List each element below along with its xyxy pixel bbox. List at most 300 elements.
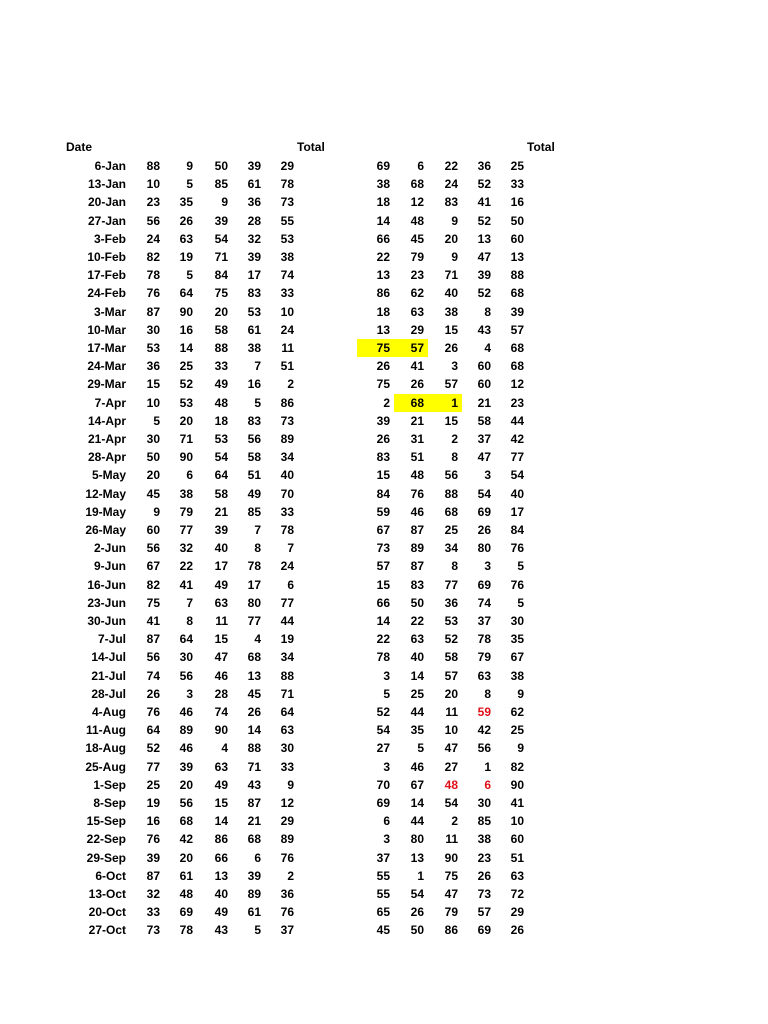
right-value-cell[interactable]: 52	[376, 705, 390, 719]
date-cell[interactable]: 10-Mar	[87, 323, 126, 337]
right-value-cell[interactable]: 6	[417, 159, 424, 173]
left-value-cell[interactable]: 63	[214, 760, 228, 774]
date-cell[interactable]: 27-Jan	[87, 214, 126, 228]
left-value-cell[interactable]: 32	[146, 887, 160, 901]
left-value-cell[interactable]: 53	[280, 232, 294, 246]
left-value-cell[interactable]: 53	[247, 305, 261, 319]
right-value-cell[interactable]: 27	[376, 741, 390, 755]
left-value-cell[interactable]: 11	[281, 341, 294, 355]
left-value-cell[interactable]: 73	[280, 195, 294, 209]
left-value-cell[interactable]: 36	[146, 359, 160, 373]
right-value-cell[interactable]: 82	[510, 760, 524, 774]
left-value-cell[interactable]: 38	[179, 487, 193, 501]
right-value-cell[interactable]: 83	[376, 450, 390, 464]
right-value-cell[interactable]: 60	[510, 232, 524, 246]
right-value-cell[interactable]: 22	[376, 250, 390, 264]
date-cell[interactable]: 5-May	[91, 468, 126, 482]
left-value-cell[interactable]: 68	[247, 650, 261, 664]
right-value-cell[interactable]: 57	[394, 339, 428, 357]
date-cell[interactable]: 4-Aug	[92, 705, 126, 719]
left-value-cell[interactable]: 37	[280, 923, 294, 937]
date-cell[interactable]: 20-Oct	[88, 905, 126, 919]
left-value-cell[interactable]: 52	[179, 377, 193, 391]
left-value-cell[interactable]: 40	[214, 541, 228, 555]
left-value-cell[interactable]: 39	[247, 869, 261, 883]
left-value-cell[interactable]: 10	[146, 177, 160, 191]
left-value-cell[interactable]: 53	[214, 432, 228, 446]
left-value-cell[interactable]: 19	[179, 250, 193, 264]
right-value-cell[interactable]: 27	[444, 760, 458, 774]
left-value-cell[interactable]: 58	[214, 323, 228, 337]
left-value-cell[interactable]: 33	[214, 359, 228, 373]
right-value-cell[interactable]: 70	[376, 778, 390, 792]
right-value-cell[interactable]: 25	[410, 687, 424, 701]
left-value-cell[interactable]: 3	[186, 687, 193, 701]
left-value-cell[interactable]: 14	[247, 723, 261, 737]
date-cell[interactable]: 29-Mar	[87, 377, 126, 391]
right-value-cell[interactable]: 37	[477, 614, 491, 628]
right-value-cell[interactable]: 76	[510, 578, 524, 592]
date-cell[interactable]: 20-Jan	[87, 195, 126, 209]
right-value-cell[interactable]: 9	[451, 250, 458, 264]
left-value-cell[interactable]: 20	[214, 305, 228, 319]
left-value-cell[interactable]: 46	[214, 669, 228, 683]
right-value-cell[interactable]: 22	[410, 614, 424, 628]
right-value-cell[interactable]: 88	[510, 268, 524, 282]
left-value-cell[interactable]: 8	[186, 614, 193, 628]
right-value-cell[interactable]: 69	[477, 923, 491, 937]
right-value-cell[interactable]: 60	[510, 832, 524, 846]
left-value-cell[interactable]: 82	[146, 250, 160, 264]
left-value-cell[interactable]: 61	[247, 905, 261, 919]
right-value-cell[interactable]: 11	[445, 832, 458, 846]
date-cell[interactable]: 15-Sep	[86, 814, 126, 828]
date-cell[interactable]: 13-Oct	[88, 887, 126, 901]
left-value-cell[interactable]: 39	[247, 250, 261, 264]
left-value-cell[interactable]: 9	[186, 159, 193, 173]
left-value-cell[interactable]: 29	[280, 159, 294, 173]
right-value-cell[interactable]: 58	[477, 414, 491, 428]
right-value-cell[interactable]: 63	[410, 305, 424, 319]
right-value-cell[interactable]: 76	[410, 487, 424, 501]
left-value-cell[interactable]: 47	[214, 650, 228, 664]
left-value-cell[interactable]: 71	[179, 432, 193, 446]
right-value-cell[interactable]: 5	[517, 559, 524, 573]
right-value-cell[interactable]: 3	[383, 669, 390, 683]
right-value-cell[interactable]: 26	[410, 905, 424, 919]
right-value-cell[interactable]: 48	[410, 468, 424, 482]
right-value-cell[interactable]: 59	[477, 705, 491, 719]
left-value-cell[interactable]: 8	[254, 541, 261, 555]
right-value-cell[interactable]: 52	[477, 286, 491, 300]
left-value-cell[interactable]: 45	[247, 687, 261, 701]
right-value-cell[interactable]: 84	[510, 523, 524, 537]
left-value-cell[interactable]: 71	[214, 250, 228, 264]
right-value-cell[interactable]: 15	[444, 323, 458, 337]
right-value-cell[interactable]: 12	[410, 195, 424, 209]
right-value-cell[interactable]: 26	[376, 359, 390, 373]
left-value-cell[interactable]: 61	[179, 869, 193, 883]
left-value-cell[interactable]: 87	[247, 796, 261, 810]
left-value-cell[interactable]: 33	[280, 505, 294, 519]
left-value-cell[interactable]: 90	[179, 450, 193, 464]
date-cell[interactable]: 19-May	[85, 505, 126, 519]
right-value-cell[interactable]: 41	[410, 359, 424, 373]
left-value-cell[interactable]: 13	[247, 669, 261, 683]
right-value-cell[interactable]: 78	[477, 632, 491, 646]
right-value-cell[interactable]: 47	[477, 450, 491, 464]
left-value-cell[interactable]: 67	[146, 559, 160, 573]
right-value-cell[interactable]: 6	[484, 778, 491, 792]
left-value-cell[interactable]: 9	[153, 505, 160, 519]
left-value-cell[interactable]: 15	[146, 377, 160, 391]
left-value-cell[interactable]: 89	[179, 723, 193, 737]
right-value-cell[interactable]: 55	[376, 869, 390, 883]
left-value-cell[interactable]: 54	[214, 232, 228, 246]
right-value-cell[interactable]: 89	[410, 541, 424, 555]
right-value-cell[interactable]: 68	[510, 341, 524, 355]
date-cell[interactable]: 24-Feb	[87, 286, 126, 300]
left-value-cell[interactable]: 86	[280, 396, 294, 410]
left-value-cell[interactable]: 87	[146, 869, 160, 883]
date-cell[interactable]: 6-Oct	[95, 869, 126, 883]
right-value-cell[interactable]: 22	[444, 159, 458, 173]
left-value-cell[interactable]: 88	[214, 341, 228, 355]
left-value-cell[interactable]: 78	[280, 177, 294, 191]
right-value-cell[interactable]: 3	[383, 832, 390, 846]
right-value-cell[interactable]: 54	[410, 887, 424, 901]
left-value-cell[interactable]: 34	[280, 650, 294, 664]
header-date[interactable]: Date	[66, 140, 93, 154]
left-value-cell[interactable]: 32	[179, 541, 193, 555]
right-value-cell[interactable]: 40	[510, 487, 524, 501]
left-value-cell[interactable]: 70	[280, 487, 294, 501]
date-cell[interactable]: 8-Sep	[93, 796, 126, 810]
left-value-cell[interactable]: 17	[247, 578, 261, 592]
right-value-cell[interactable]: 21	[410, 414, 424, 428]
date-cell[interactable]: 7-Apr	[94, 396, 126, 410]
date-cell[interactable]: 17-Mar	[87, 341, 126, 355]
left-value-cell[interactable]: 39	[214, 523, 228, 537]
left-value-cell[interactable]: 9	[221, 195, 228, 209]
right-value-cell[interactable]: 9	[517, 687, 524, 701]
left-value-cell[interactable]: 89	[280, 432, 294, 446]
left-value-cell[interactable]: 30	[179, 650, 193, 664]
date-cell[interactable]: 29-Sep	[86, 851, 126, 865]
left-value-cell[interactable]: 43	[214, 923, 228, 937]
date-cell[interactable]: 13-Jan	[87, 177, 126, 191]
right-value-cell[interactable]: 8	[484, 687, 491, 701]
right-value-cell[interactable]: 44	[510, 414, 524, 428]
right-value-cell[interactable]: 52	[477, 177, 491, 191]
right-value-cell[interactable]: 14	[410, 669, 424, 683]
left-value-cell[interactable]: 64	[179, 632, 193, 646]
left-value-cell[interactable]: 33	[146, 905, 160, 919]
right-value-cell[interactable]: 87	[410, 523, 424, 537]
right-value-cell[interactable]: 54	[477, 487, 491, 501]
right-value-cell[interactable]: 90	[444, 851, 458, 865]
left-value-cell[interactable]: 73	[146, 923, 160, 937]
date-cell[interactable]: 26-May	[85, 523, 126, 537]
left-value-cell[interactable]: 77	[179, 523, 193, 537]
right-value-cell[interactable]: 29	[510, 905, 524, 919]
right-value-cell[interactable]: 62	[510, 705, 524, 719]
left-value-cell[interactable]: 77	[247, 614, 261, 628]
right-value-cell[interactable]: 83	[410, 578, 424, 592]
left-value-cell[interactable]: 32	[247, 232, 261, 246]
left-value-cell[interactable]: 75	[146, 596, 160, 610]
date-cell[interactable]: 18-Aug	[85, 741, 126, 755]
left-value-cell[interactable]: 56	[179, 796, 193, 810]
left-value-cell[interactable]: 71	[280, 687, 294, 701]
left-value-cell[interactable]: 39	[214, 214, 228, 228]
right-value-cell[interactable]: 15	[376, 578, 390, 592]
left-value-cell[interactable]: 43	[247, 778, 261, 792]
left-value-cell[interactable]: 85	[214, 177, 228, 191]
right-value-cell[interactable]: 69	[477, 578, 491, 592]
right-value-cell[interactable]: 30	[510, 614, 524, 628]
left-value-cell[interactable]: 24	[146, 232, 160, 246]
right-value-cell[interactable]: 68	[510, 359, 524, 373]
right-value-cell[interactable]: 40	[444, 286, 458, 300]
left-value-cell[interactable]: 30	[146, 323, 160, 337]
right-value-cell[interactable]: 37	[477, 432, 491, 446]
left-value-cell[interactable]: 76	[280, 851, 294, 865]
left-value-cell[interactable]: 60	[146, 523, 160, 537]
right-value-cell[interactable]: 83	[444, 195, 458, 209]
right-value-cell[interactable]: 24	[444, 177, 458, 191]
right-value-cell[interactable]: 69	[477, 505, 491, 519]
left-value-cell[interactable]: 36	[247, 195, 261, 209]
date-cell[interactable]: 1-Sep	[93, 778, 126, 792]
left-value-cell[interactable]: 50	[214, 159, 228, 173]
date-cell[interactable]: 11-Aug	[85, 723, 126, 737]
left-value-cell[interactable]: 5	[254, 396, 261, 410]
left-value-cell[interactable]: 78	[146, 268, 160, 282]
left-value-cell[interactable]: 58	[214, 487, 228, 501]
left-value-cell[interactable]: 89	[280, 832, 294, 846]
left-value-cell[interactable]: 7	[254, 523, 261, 537]
right-value-cell[interactable]: 2	[451, 432, 458, 446]
right-value-cell[interactable]: 54	[444, 796, 458, 810]
right-value-cell[interactable]: 1	[428, 394, 462, 412]
left-value-cell[interactable]: 68	[179, 814, 193, 828]
right-value-cell[interactable]: 51	[410, 450, 424, 464]
right-value-cell[interactable]: 11	[445, 705, 458, 719]
left-value-cell[interactable]: 74	[214, 705, 228, 719]
right-value-cell[interactable]: 85	[477, 814, 491, 828]
left-value-cell[interactable]: 17	[214, 559, 228, 573]
left-value-cell[interactable]: 78	[179, 923, 193, 937]
right-value-cell[interactable]: 41	[477, 195, 491, 209]
right-value-cell[interactable]: 55	[376, 887, 390, 901]
right-value-cell[interactable]: 13	[510, 250, 524, 264]
left-value-cell[interactable]: 20	[179, 778, 193, 792]
left-value-cell[interactable]: 30	[280, 741, 294, 755]
left-value-cell[interactable]: 56	[146, 650, 160, 664]
left-value-cell[interactable]: 26	[146, 687, 160, 701]
right-value-cell[interactable]: 35	[510, 632, 524, 646]
left-value-cell[interactable]: 66	[214, 851, 228, 865]
right-value-cell[interactable]: 29	[410, 323, 424, 337]
left-value-cell[interactable]: 5	[254, 923, 261, 937]
date-cell[interactable]: 6-Jan	[94, 159, 126, 173]
right-value-cell[interactable]: 74	[477, 596, 491, 610]
right-value-cell[interactable]: 26	[477, 869, 491, 883]
right-value-cell[interactable]: 60	[477, 377, 491, 391]
left-value-cell[interactable]: 55	[280, 214, 294, 228]
right-value-cell[interactable]: 20	[444, 687, 458, 701]
left-value-cell[interactable]: 49	[214, 778, 228, 792]
right-value-cell[interactable]: 47	[444, 887, 458, 901]
right-value-cell[interactable]: 26	[410, 377, 424, 391]
right-value-cell[interactable]: 18	[376, 305, 390, 319]
date-cell[interactable]: 14-Jul	[91, 650, 126, 664]
date-cell[interactable]: 21-Apr	[87, 432, 126, 446]
right-value-cell[interactable]: 67	[510, 650, 524, 664]
right-value-cell[interactable]: 36	[444, 596, 458, 610]
right-value-cell[interactable]: 42	[477, 723, 491, 737]
left-value-cell[interactable]: 2	[287, 869, 294, 883]
right-value-cell[interactable]: 3	[484, 468, 491, 482]
right-value-cell[interactable]: 50	[510, 214, 524, 228]
left-value-cell[interactable]: 9	[287, 778, 294, 792]
right-value-cell[interactable]: 65	[376, 905, 390, 919]
right-value-cell[interactable]: 34	[444, 541, 458, 555]
date-cell[interactable]: 17-Feb	[87, 268, 126, 282]
left-value-cell[interactable]: 46	[179, 705, 193, 719]
right-value-cell[interactable]: 33	[510, 177, 524, 191]
date-cell[interactable]: 30-Jun	[87, 614, 126, 628]
date-cell[interactable]: 22-Sep	[86, 832, 126, 846]
left-value-cell[interactable]: 76	[146, 705, 160, 719]
right-value-cell[interactable]: 6	[383, 814, 390, 828]
left-value-cell[interactable]: 23	[146, 195, 160, 209]
left-value-cell[interactable]: 75	[214, 286, 228, 300]
right-value-cell[interactable]: 26	[444, 341, 458, 355]
right-value-cell[interactable]: 3	[451, 359, 458, 373]
left-value-cell[interactable]: 84	[214, 268, 228, 282]
left-value-cell[interactable]: 25	[179, 359, 193, 373]
left-value-cell[interactable]: 4	[254, 632, 261, 646]
left-value-cell[interactable]: 20	[179, 851, 193, 865]
left-value-cell[interactable]: 63	[214, 596, 228, 610]
left-value-cell[interactable]: 89	[247, 887, 261, 901]
right-value-cell[interactable]: 39	[376, 414, 390, 428]
left-value-cell[interactable]: 16	[247, 377, 261, 391]
left-value-cell[interactable]: 41	[179, 578, 193, 592]
left-value-cell[interactable]: 83	[247, 414, 261, 428]
right-value-cell[interactable]: 38	[477, 832, 491, 846]
left-value-cell[interactable]: 33	[280, 760, 294, 774]
left-value-cell[interactable]: 87	[146, 305, 160, 319]
right-value-cell[interactable]: 41	[510, 796, 524, 810]
right-value-cell[interactable]: 80	[477, 541, 491, 555]
right-value-cell[interactable]: 46	[410, 505, 424, 519]
right-value-cell[interactable]: 25	[510, 723, 524, 737]
left-value-cell[interactable]: 87	[146, 632, 160, 646]
right-value-cell[interactable]: 26	[477, 523, 491, 537]
left-value-cell[interactable]: 61	[247, 177, 261, 191]
left-value-cell[interactable]: 56	[146, 214, 160, 228]
right-value-cell[interactable]: 26	[510, 923, 524, 937]
date-cell[interactable]: 2-Jun	[93, 541, 126, 555]
right-value-cell[interactable]: 45	[376, 923, 390, 937]
left-value-cell[interactable]: 64	[146, 723, 160, 737]
right-value-cell[interactable]: 18	[376, 195, 390, 209]
right-value-cell[interactable]: 44	[410, 705, 424, 719]
left-value-cell[interactable]: 25	[146, 778, 160, 792]
left-value-cell[interactable]: 90	[179, 305, 193, 319]
right-value-cell[interactable]: 72	[510, 887, 524, 901]
left-value-cell[interactable]: 48	[214, 396, 228, 410]
right-value-cell[interactable]: 38	[510, 669, 524, 683]
right-value-cell[interactable]: 2	[451, 814, 458, 828]
left-value-cell[interactable]: 41	[146, 614, 160, 628]
right-value-cell[interactable]: 68	[394, 394, 428, 412]
right-value-cell[interactable]: 48	[444, 778, 458, 792]
right-value-cell[interactable]: 50	[410, 596, 424, 610]
right-value-cell[interactable]: 15	[376, 468, 390, 482]
right-value-cell[interactable]: 2	[383, 396, 390, 410]
right-value-cell[interactable]: 1	[417, 869, 424, 883]
right-value-cell[interactable]: 67	[376, 523, 390, 537]
left-value-cell[interactable]: 61	[247, 323, 261, 337]
right-value-cell[interactable]: 38	[444, 305, 458, 319]
right-value-cell[interactable]: 13	[376, 323, 390, 337]
left-value-cell[interactable]: 4	[221, 741, 228, 755]
right-value-cell[interactable]: 63	[477, 669, 491, 683]
right-value-cell[interactable]: 8	[451, 450, 458, 464]
right-value-cell[interactable]: 26	[376, 432, 390, 446]
left-value-cell[interactable]: 51	[280, 359, 294, 373]
left-value-cell[interactable]: 20	[179, 414, 193, 428]
left-value-cell[interactable]: 64	[179, 286, 193, 300]
left-value-cell[interactable]: 22	[179, 559, 193, 573]
left-value-cell[interactable]: 16	[146, 814, 160, 828]
right-value-cell[interactable]: 25	[510, 159, 524, 173]
left-value-cell[interactable]: 74	[280, 268, 294, 282]
left-value-cell[interactable]: 38	[280, 250, 294, 264]
left-value-cell[interactable]: 80	[247, 596, 261, 610]
right-value-cell[interactable]: 13	[410, 851, 424, 865]
right-value-cell[interactable]: 87	[410, 559, 424, 573]
left-value-cell[interactable]: 69	[179, 905, 193, 919]
left-value-cell[interactable]: 86	[214, 832, 228, 846]
right-value-cell[interactable]: 56	[477, 741, 491, 755]
right-value-cell[interactable]: 86	[444, 923, 458, 937]
date-cell[interactable]: 27-Oct	[88, 923, 126, 937]
left-value-cell[interactable]: 85	[247, 505, 261, 519]
date-cell[interactable]: 12-May	[85, 487, 126, 501]
right-value-cell[interactable]: 84	[376, 487, 390, 501]
left-value-cell[interactable]: 83	[247, 286, 261, 300]
right-value-cell[interactable]: 57	[376, 559, 390, 573]
right-value-cell[interactable]: 77	[510, 450, 524, 464]
right-value-cell[interactable]: 14	[376, 614, 390, 628]
date-cell[interactable]: 25-Aug	[85, 760, 126, 774]
left-value-cell[interactable]: 13	[214, 869, 228, 883]
right-value-cell[interactable]: 5	[417, 741, 424, 755]
left-value-cell[interactable]: 24	[280, 559, 294, 573]
right-value-cell[interactable]: 77	[444, 578, 458, 592]
left-value-cell[interactable]: 63	[280, 723, 294, 737]
right-value-cell[interactable]: 13	[477, 232, 491, 246]
left-value-cell[interactable]: 34	[280, 450, 294, 464]
left-value-cell[interactable]: 39	[179, 760, 193, 774]
left-value-cell[interactable]: 88	[280, 669, 294, 683]
right-value-cell[interactable]: 73	[477, 887, 491, 901]
